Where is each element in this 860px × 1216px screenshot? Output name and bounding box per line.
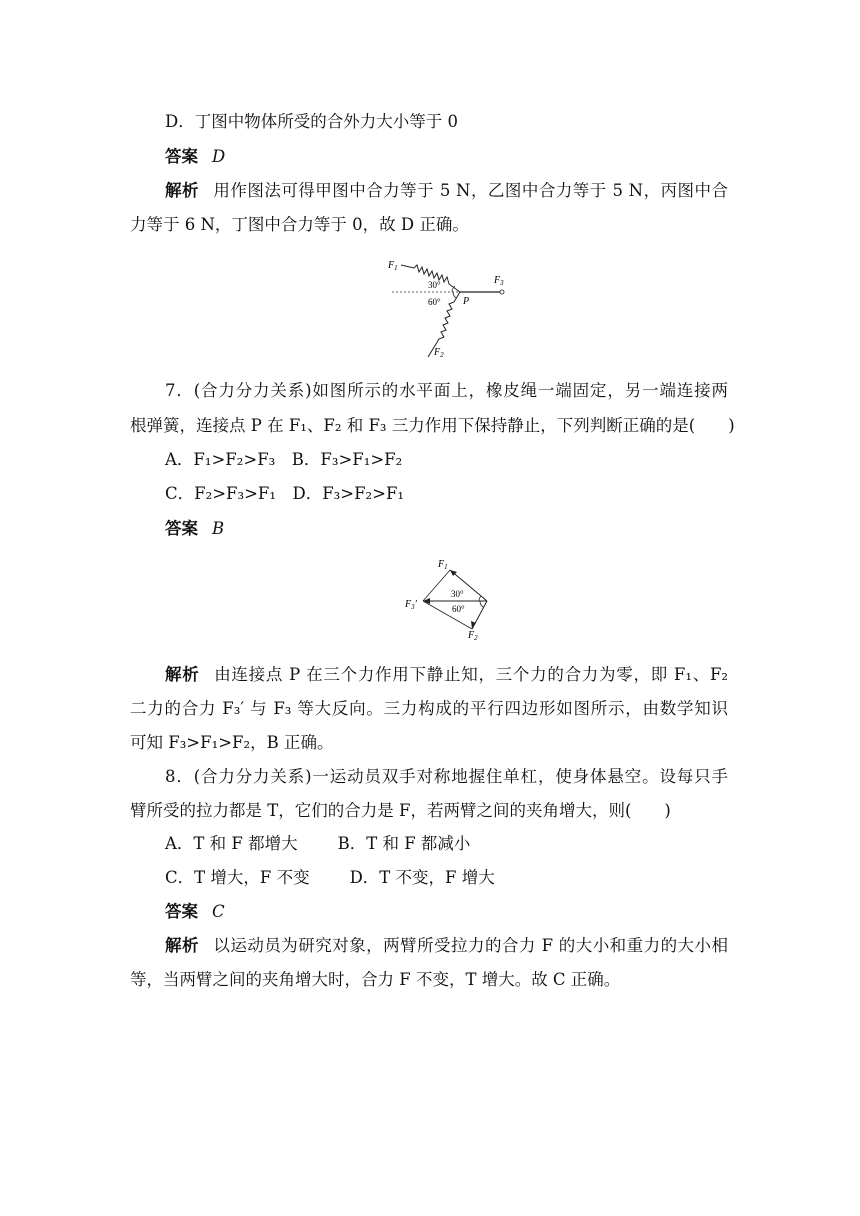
answer-value: B: [212, 519, 225, 538]
option-b: B．T 和 F 都减小: [337, 834, 471, 853]
option-c: C．T 增大，F 不变: [165, 868, 310, 887]
option-d: D．T 不变，F 增大: [349, 868, 495, 887]
analysis-label: 解析: [165, 665, 200, 684]
option-a: A．T 和 F 都增大: [165, 834, 298, 853]
angle-arc-60: [480, 601, 483, 607]
analysis-label: 解析: [165, 181, 199, 200]
f1-label: $F_1$: [438, 559, 448, 571]
q7-stem-line-1: 7．(合力分力关系)如图所示的水平面上，橡皮绳一端固定，另一端连接两: [165, 381, 728, 400]
f3-endpoint: [500, 290, 504, 294]
q7-options-ab: A．F₁>F₂>F₃ B．F₃>F₁>F₂: [165, 450, 403, 469]
f2-label: $F_2$: [468, 630, 478, 642]
q6-analysis-line-2: 力等于 6 N，丁图中合力等于 0，故 D 正确。: [130, 215, 469, 234]
answer-value: D: [212, 147, 226, 166]
analysis-label: 解析: [165, 936, 199, 955]
parallelogram-side-bottom: [423, 601, 472, 629]
f3prime-label: $F_3'$: [405, 599, 417, 611]
answer-label: 答案: [165, 902, 198, 921]
q6-option-d: D．丁图中物体所受的合外力大小等于 0: [165, 112, 458, 131]
q7-answer: [165, 518, 224, 540]
force-parallelogram-diagram: [400, 555, 500, 645]
q8-options-ab: [165, 833, 470, 855]
f2-label: $F_2$: [434, 347, 444, 359]
q8-analysis-line-2: 等，当两臂之间的夹角增大时，合力 F 不变，T 增大。故 C 正确。: [130, 970, 621, 989]
q8-stem-line-2: 臂所受的拉力都是 T，它们的合力是 F，若两臂之间的夹角增大，则( ): [130, 801, 671, 820]
point-p-label: P: [463, 296, 470, 307]
q7-options-cd: C．F₂>F₃>F₁ D．F₃>F₂>F₁: [165, 484, 405, 503]
angle-label-30: 30°: [428, 280, 441, 290]
f3-label: $F_3$: [494, 275, 504, 287]
force-diagram-springs: [380, 252, 520, 362]
q8-answer: [165, 901, 225, 923]
angle-arc-60: [453, 292, 456, 298]
answer-label: 答案: [165, 519, 198, 538]
q7-analysis-line-2: 二力的合力 F₃′ 与 F₃ 等大反向。三力构成的平行四边形如图所示，由数学知识: [130, 699, 728, 718]
angle-arc-30: [479, 596, 481, 601]
answer-value: C: [212, 902, 225, 921]
angle-label-60: 60°: [452, 604, 465, 614]
answer-label: 答案: [165, 147, 198, 166]
q6-analysis-line-1: [165, 180, 728, 202]
q8-stem-line-1: 8．(合力分力关系)一运动员双手对称地握住单杠，使身体悬空。设每只手: [165, 767, 728, 786]
q7-stem-line-2: 根弹簧，连接点 P 在 F₁、F₂ 和 F₃ 三力作用下保持静止，下列判断正确的是( ): [130, 416, 735, 435]
q6-answer: [165, 146, 225, 168]
q7-analysis-line-3: 可知 F₃>F₁>F₂，B 正确。: [130, 733, 334, 752]
analysis-text: 以运动员为研究对象，两臂所受拉力的合力 F 的大小和重力的大小相: [212, 936, 728, 955]
analysis-text: 由连接点 P 在三个力作用下静止知，三个力的合力为零，即 F₁、F₂: [213, 665, 729, 684]
q8-analysis-line-1: [165, 935, 728, 957]
f1-label: $F_1$: [388, 260, 398, 272]
angle-label-30: 30°: [451, 589, 464, 599]
q7-analysis-line-1: [165, 664, 728, 686]
parallelogram-side-top: [423, 570, 450, 601]
angle-label-60: 60°: [428, 297, 441, 307]
q8-options-cd: [165, 867, 495, 889]
analysis-text: 用作图法可得甲图中合力等于 5 N，乙图中合力等于 5 N，丙图中合: [212, 181, 728, 200]
